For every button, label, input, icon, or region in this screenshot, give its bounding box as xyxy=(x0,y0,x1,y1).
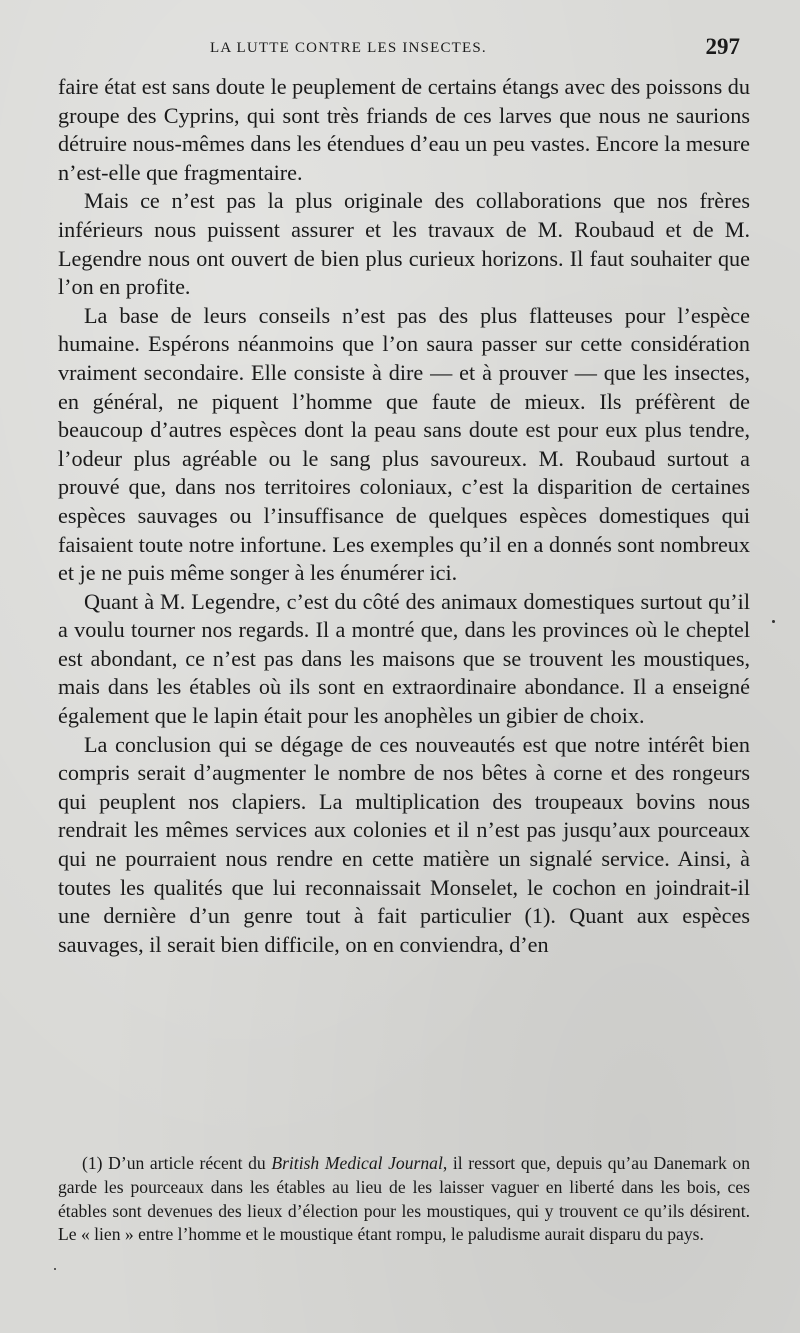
paragraph: Quant à M. Legendre, c’est du côté des animaux domestiques surtout qu’il a voulu tourner nos regards. Il a montré que, dans les provinces où le cheptel est abondant, ce n’est pas dans les maisons que se trouvent les moustiques, mais dans les étables où ils sont en extraordinaire abondance. Il a enseigné également que le lapin était pour les anophèles un gibier de choix. xyxy=(58,588,750,729)
footnote-text-end: , il ressort que, depuis qu’au Danemark on garde les pourceaux dans les étables au lieu de les laisser vaguer en liberté dans les bois, ces étables sont devenues des lieux d’élection pour les moustiques, qui y trouvent ce qu’ils désirent. Le « lien » entre l’homme et le moustique étant rompu, le paludisme aurait disparu du pays. xyxy=(58,1153,750,1245)
print-speck xyxy=(772,620,775,623)
print-speck xyxy=(54,1268,56,1270)
body-text xyxy=(58,73,750,959)
paragraph: La base de leurs conseils n’est pas des plus flatteuses pour l’espèce humaine. Espérons néanmoins que l’on saura passer sur cette considération vraiment secondaire. Elle consiste à dire — et à prouver — que les insectes, en général, ne piquent l’homme que faute de mieux. Ils préfèrent de beaucoup d’autres espèces dont la peau sans doute est pour eux plus tendre, l’odeur plus agréable ou le sang plus savoureux. M. Roubaud surtout a prouvé que, dans nos territoires coloniaux, c’est la disparition de certaines espèces sauvages ou l’insuffisance de quelques espèces domestiques qui faisaient toute notre infortune. Les exemples qu’il en a donnés sont nombreux et je ne puis même songer à les énumérer ici. xyxy=(58,302,750,586)
footnote-text-start: (1) D’un article récent du xyxy=(82,1153,272,1173)
paragraph: La conclusion qui se dégage de ces nouveautés est que notre intérêt bien compris serait d’augmenter le nombre de nos bêtes à corne et des rongeurs qui peuplent nos clapiers. La multiplication des troupeaux bovins nous rendrait les mêmes services aux colonies et il n’est pas jusqu’aux pourceaux qui ne pourraient nous rendre en cette matière un signalé service. Ainsi, à toutes les qualités que lui reconnaissait Monselet, le cochon en joindrait-il une dernière d’un genre tout à fait particulier (1). Quant aux espèces sauvages, il serait bien difficile, on en conviendra, d’en xyxy=(58,731,750,957)
footnote xyxy=(58,1152,750,1247)
running-head: LA LUTTE CONTRE LES INSECTES. xyxy=(210,40,487,56)
footnote-text xyxy=(58,1152,750,1247)
footnote-journal-title: British Medical Journal xyxy=(271,1153,443,1173)
page-number: 297 xyxy=(705,34,740,59)
paragraph: Mais ce n’est pas la plus originale des collaborations que nos frères inférieurs nous puissent assurer et les travaux de M. Roubaud et de M. Legendre nous ont ouvert de bien plus curieux horizons. Il faut souhaiter que l’on en profite. xyxy=(58,188,750,300)
paragraph: faire état est sans doute le peuplement de certains étangs avec des poissons du groupe des Cyprins, qui sont très friands de ces larves que nous ne saurions détruire nous-mêmes dans les étendues d’eau un peu vastes. Encore la mesure n’est-elle que fragmentaire. xyxy=(58,74,750,185)
page-header xyxy=(58,34,748,66)
